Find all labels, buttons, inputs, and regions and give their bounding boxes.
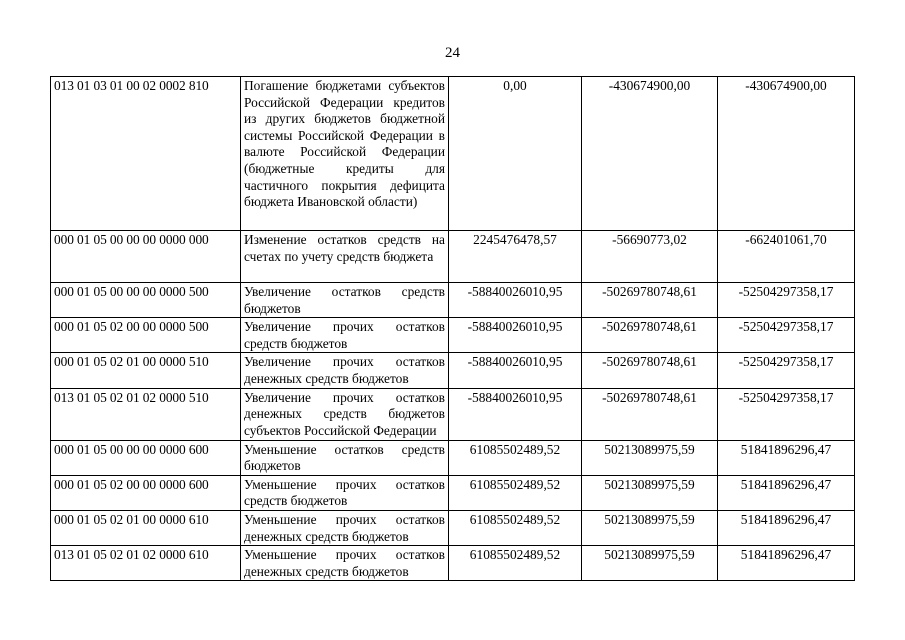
- amount-cell: -52504297358,17: [718, 318, 855, 353]
- table-row: [51, 546, 855, 581]
- table-row: [51, 231, 855, 283]
- budget-sources-table: [50, 76, 855, 581]
- amount-cell: -56690773,02: [582, 231, 718, 283]
- description-cell: Погашение бюджетами субъектов Российской Федерации кредитов из других бюджетов бюджетной системы Российской Федерации в валюте Российской Федерации (бюджетные кредиты для частичного покрытия дефицита бюджета Ивановской области): [241, 77, 449, 231]
- budget-code-cell: 000 01 05 02 01 00 0000 610: [51, 510, 241, 545]
- description-cell: Уменьшение прочих остатков средств бюджетов: [241, 475, 449, 510]
- description-cell: Увеличение прочих остатков денежных средств бюджетов: [241, 353, 449, 388]
- amount-cell: -52504297358,17: [718, 353, 855, 388]
- amount-cell: -52504297358,17: [718, 388, 855, 440]
- budget-code-cell: 000 01 05 02 00 00 0000 600: [51, 475, 241, 510]
- amount-cell: 50213089975,59: [582, 510, 718, 545]
- page-number: 24: [445, 45, 460, 61]
- budget-code-cell: 000 01 05 00 00 00 0000 000: [51, 231, 241, 283]
- budget-code-cell: 000 01 05 02 00 00 0000 500: [51, 318, 241, 353]
- amount-cell: 50213089975,59: [582, 440, 718, 475]
- table-row: [51, 475, 855, 510]
- amount-cell: -430674900,00: [718, 77, 855, 231]
- budget-code-cell: 000 01 05 00 00 00 0000 500: [51, 283, 241, 318]
- amount-cell: -50269780748,61: [582, 283, 718, 318]
- amount-cell: -58840026010,95: [449, 283, 582, 318]
- description-cell: Изменение остатков средств на счетах по учету средств бюджета: [241, 231, 449, 283]
- amount-cell: -662401061,70: [718, 231, 855, 283]
- table-row: [51, 283, 855, 318]
- description-cell: Уменьшение остатков средств бюджетов: [241, 440, 449, 475]
- amount-cell: -58840026010,95: [449, 318, 582, 353]
- description-cell: Увеличение прочих остатков средств бюджетов: [241, 318, 449, 353]
- budget-code-cell: 000 01 05 00 00 00 0000 600: [51, 440, 241, 475]
- amount-cell: -58840026010,95: [449, 388, 582, 440]
- amount-cell: -430674900,00: [582, 77, 718, 231]
- description-cell: Уменьшение прочих остатков денежных средств бюджетов: [241, 546, 449, 581]
- description-cell: Увеличение остатков средств бюджетов: [241, 283, 449, 318]
- amount-cell: 0,00: [449, 77, 582, 231]
- amount-cell: 2245476478,57: [449, 231, 582, 283]
- table-row: [51, 318, 855, 353]
- amount-cell: -50269780748,61: [582, 353, 718, 388]
- amount-cell: -52504297358,17: [718, 283, 855, 318]
- amount-cell: 61085502489,52: [449, 475, 582, 510]
- budget-code-cell: 013 01 03 01 00 02 0002 810: [51, 77, 241, 231]
- table-row: [51, 510, 855, 545]
- table-row: [51, 77, 855, 231]
- amount-cell: 61085502489,52: [449, 440, 582, 475]
- table-row: [51, 440, 855, 475]
- amount-cell: 50213089975,59: [582, 546, 718, 581]
- amount-cell: -50269780748,61: [582, 318, 718, 353]
- amount-cell: 61085502489,52: [449, 546, 582, 581]
- budget-code-cell: 013 01 05 02 01 02 0000 510: [51, 388, 241, 440]
- amount-cell: 51841896296,47: [718, 475, 855, 510]
- amount-cell: 50213089975,59: [582, 475, 718, 510]
- budget-code-cell: 013 01 05 02 01 02 0000 610: [51, 546, 241, 581]
- budget-code-cell: 000 01 05 02 01 00 0000 510: [51, 353, 241, 388]
- description-cell: Уменьшение прочих остатков денежных средств бюджетов: [241, 510, 449, 545]
- table-row: [51, 388, 855, 440]
- amount-cell: 51841896296,47: [718, 440, 855, 475]
- description-cell: Увеличение прочих остатков денежных средств бюджетов субъектов Российской Федерации: [241, 388, 449, 440]
- table-row: [51, 353, 855, 388]
- amount-cell: 51841896296,47: [718, 546, 855, 581]
- amount-cell: -50269780748,61: [582, 388, 718, 440]
- amount-cell: 51841896296,47: [718, 510, 855, 545]
- amount-cell: 61085502489,52: [449, 510, 582, 545]
- amount-cell: -58840026010,95: [449, 353, 582, 388]
